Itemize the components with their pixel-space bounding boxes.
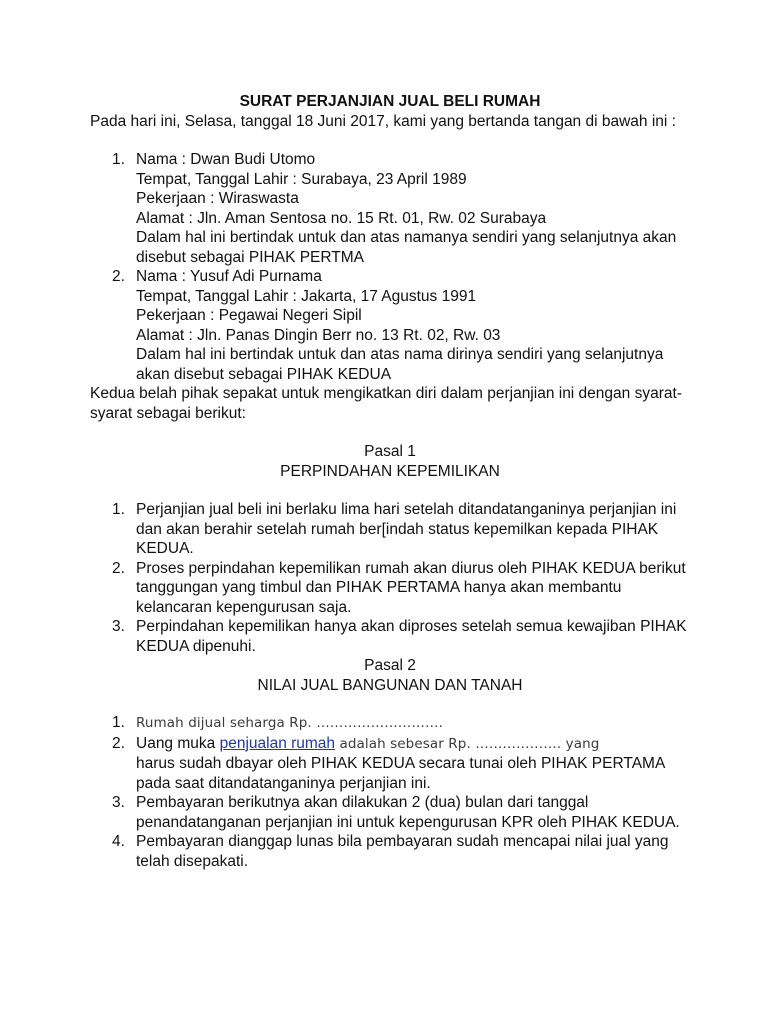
list-item (90, 734, 690, 794)
list-item-text-prefix: Uang muka (136, 734, 220, 752)
pasal-1-heading: Pasal 1 (364, 443, 416, 460)
pasal-2-subheading: NILAI JUAL BANGUNAN DAN TANAH (257, 676, 523, 694)
party-birth: Tempat, Tanggal Lahir : Surabaya, 23 April 1989 (136, 170, 467, 188)
list-item (90, 500, 690, 559)
party-name: Nama : Dwan Budi Utomo (136, 151, 316, 168)
list-number: 1. (112, 151, 125, 168)
list-item-text: Pembayaran berikutnya akan dilakukan 2 (dua) bulan dari tanggal penandatanganan perjanjian ini untuk kepengurusan KPR oleh PIHAK KEDUA. (136, 794, 680, 831)
list-item (90, 713, 690, 734)
list-number: 4. (112, 833, 125, 850)
list-item-text: Pembayaran dianggap lunas bila pembayaran sudah mencapai nilai jual yang telah disepakati. (136, 833, 669, 870)
list-number: 2. (112, 559, 125, 577)
pasal-2-heading: Pasal 2 (364, 657, 416, 674)
list-item-text: Perjanjian jual beli ini berlaku lima hari setelah ditandatanganinya perjanjian ini dan akan berahir setelah rumah ber[indah status kepemilkan kepada PIHAK KEDUA. (136, 501, 677, 557)
list-item-first-line (136, 734, 690, 755)
document-title: SURAT PERJANJIAN JUAL BELI RUMAH (239, 93, 541, 110)
party-job: Pekerjaan : Pegawai Negeri Sipil (136, 307, 362, 324)
list-item-text: Proses perpindahan kepemilikan rumah akan diurus oleh PIHAK KEDUA berikut tanggungan yang timbul dan PIHAK PERTAMA hanya akan membantu kelancaran kepengurusan saja. (136, 559, 686, 616)
party-birth: Tempat, Tanggal Lahir : Jakarta, 17 Agustus 1991 (136, 287, 477, 305)
party-statement: Dalam hal ini bertindak untuk dan atas namanya sendiri yang selanjutnya akan disebut sebagai PIHAK PERTMA (136, 229, 677, 266)
list-item (90, 832, 690, 871)
list-item-text-amount: adalah sebesar Rp. ………………. yang (335, 735, 600, 752)
agreement-paragraph: Kedua belah pihak sepakat untuk mengikatkan diri dalam perjanjian ini dengan syarat-syarat sebagai berikut: (90, 385, 682, 422)
list-number: 3. (112, 618, 125, 635)
party-statement: Dalam hal ini bertindak untuk dan atas nama dirinya sendiri yang selanjutnya akan disebut sebagai PIHAK KEDUA (136, 346, 664, 383)
party-1 (90, 150, 690, 267)
party-job: Pekerjaan : Wiraswasta (136, 190, 299, 207)
penjualan-rumah-link[interactable]: penjualan rumah (219, 734, 336, 752)
party-2 (90, 267, 690, 384)
party-address: Alamat : Jln. Aman Sentosa no. 15 Rt. 01, Rw. 02 Surabaya (136, 209, 547, 227)
list-number: 2. (112, 734, 125, 752)
list-item-text-continued: harus sudah dbayar oleh PIHAK KEDUA secara tunai oleh PIHAK PERTAMA pada saat ditandatanganinya perjanjian ini. (136, 755, 665, 792)
list-number: 2. (112, 268, 125, 285)
list-number: 3. (112, 794, 125, 811)
list-item-text: Perpindahan kepemilikan hanya akan diproses setelah semua kewajiban PIHAK KEDUA dipenuhi. (136, 618, 687, 655)
list-number: 1. (112, 501, 125, 518)
document-body (90, 92, 690, 871)
party-name: Nama : Yusuf Adi Purnama (136, 268, 322, 285)
list-number: 1. (112, 714, 125, 731)
parties-list (90, 150, 690, 384)
list-item-text: Rumah dijual seharga Rp. ………………………. (136, 715, 443, 731)
intro-paragraph: Pada hari ini, Selasa, tanggal 18 Juni 2017, kami yang bertanda tangan di bawah ini : (90, 112, 676, 130)
pasal-1-list (90, 500, 690, 656)
pasal-1-subheading: PERPINDAHAN KEPEMILIKAN (280, 462, 500, 480)
party-address: Alamat : Jln. Panas Dingin Berr no. 13 Rt. 02, Rw. 03 (136, 326, 501, 344)
list-item (90, 617, 690, 656)
pasal-2-list (90, 713, 690, 871)
list-item (90, 793, 690, 832)
list-item (90, 559, 690, 618)
